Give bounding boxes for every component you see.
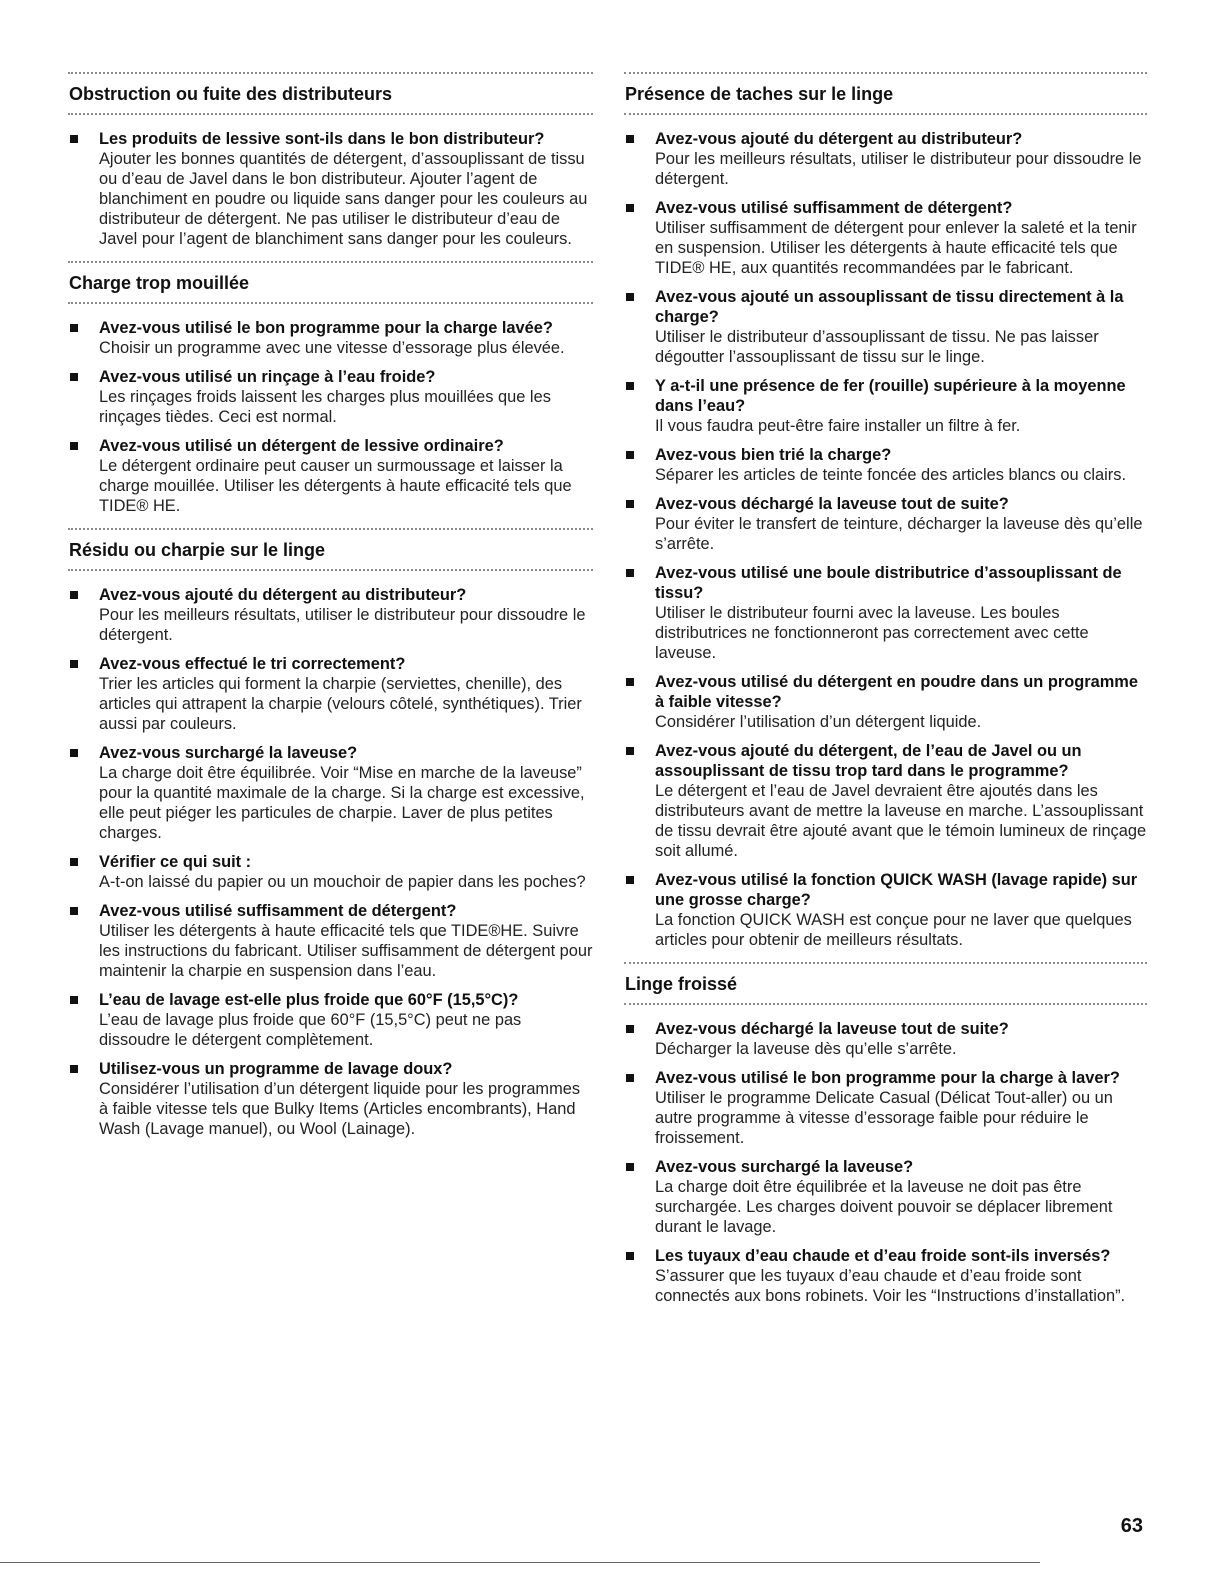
square-bullet-icon <box>626 1025 634 1033</box>
faq-item <box>624 870 1147 950</box>
faq-answer: S’assurer que les tuyaux d’eau chaude et d’eau froide sont connectés aux bons robinets. Voir les “Instructions d’installation”. <box>655 1267 1126 1305</box>
faq-question: Avez-vous ajouté du détergent, de l’eau de Javel ou un assouplissant de tissu trop tard dans le programme? <box>655 742 1082 780</box>
faq-question: Avez-vous déchargé la laveuse tout de suite? <box>655 1020 1009 1038</box>
faq-item <box>624 741 1147 861</box>
faq-item <box>624 376 1147 436</box>
faq-answer: Pour les meilleurs résultats, utiliser le distributeur pour dissoudre le détergent. <box>655 150 1142 188</box>
square-bullet-icon <box>70 135 78 143</box>
faq-item <box>624 1068 1147 1148</box>
section <box>68 261 593 516</box>
faq-question: Vérifier ce qui suit : <box>99 853 252 871</box>
faq-answer: Décharger la laveuse dès qu’elle s’arrête. <box>655 1040 957 1058</box>
square-bullet-icon <box>626 135 634 143</box>
faq-item <box>68 318 593 358</box>
faq-answer: Pour les meilleurs résultats, utiliser le distributeur pour dissoudre le détergent. <box>99 606 586 644</box>
section-title: Résidu ou charpie sur le linge <box>69 540 326 560</box>
faq-answer: Choisir un programme avec une vitesse d’essorage plus élevée. <box>99 339 565 357</box>
faq-item <box>624 1157 1147 1237</box>
square-bullet-icon <box>626 569 634 577</box>
section <box>68 72 593 249</box>
faq-answer: Ajouter les bonnes quantités de détergent, d’assouplissant de tissu ou d’eau de Javel dans le bon distributeur. Ajouter l’agent de blanchiment en poudre ou liquide sans danger pour les couleurs au distributeur de détergent. Ne pas utiliser le distributeur d’eau de Javel pour l’agent de blanchiment sans danger pour les couleurs. <box>99 150 588 248</box>
faq-item <box>68 990 593 1050</box>
faq-question: Avez-vous utilisé un rinçage à l’eau froide? <box>99 368 436 386</box>
section-header <box>624 72 1147 115</box>
faq-question: Avez-vous utilisé suffisamment de détergent? <box>99 902 457 920</box>
faq-answer: Il vous faudra peut-être faire installer un filtre à fer. <box>655 417 1021 435</box>
section <box>624 962 1147 1306</box>
faq-answer: Utiliser le distributeur fourni avec la laveuse. Les boules distributrices ne fonctionneront pas correctement avec cette laveuse. <box>655 604 1089 662</box>
faq-answer: Utiliser le distributeur d’assouplissant de tissu. Ne pas laisser dégoutter l’assouplissant de tissu sur le linge. <box>655 328 1099 366</box>
right-column <box>624 72 1147 1318</box>
section-title: Obstruction ou fuite des distributeurs <box>69 84 393 104</box>
section-header <box>68 261 593 304</box>
section-title: Présence de taches sur le linge <box>625 84 894 104</box>
faq-answer: La charge doit être équilibrée et la laveuse ne doit pas être surchargée. Les charges doivent pouvoir se déplacer librement durant le lavage. <box>655 1178 1113 1236</box>
square-bullet-icon <box>70 324 78 332</box>
faq-answer: Trier les articles qui forment la charpie (serviettes, chenille), des articles qui attrapent la charpie (velours côtelé, synthétiques). Trier aussi par couleurs. <box>99 675 582 733</box>
bottom-rule <box>0 1562 1040 1563</box>
faq-answer: Utiliser suffisamment de détergent pour enlever la saleté et la tenir en suspension. Utiliser les détergents à haute efficacité tels que TIDE® HE, aux quantités recommandées par le fabricant. <box>655 219 1137 277</box>
square-bullet-icon <box>626 876 634 884</box>
faq-question: Utilisez-vous un programme de lavage doux? <box>99 1060 453 1078</box>
faq-item <box>68 901 593 981</box>
faq-answer: Utiliser le programme Delicate Casual (Délicat Tout-aller) ou un autre programme à vitesse d’essorage faible pour réduire le froissement. <box>655 1089 1113 1147</box>
faq-question: Avez-vous déchargé la laveuse tout de suite? <box>655 495 1009 513</box>
square-bullet-icon <box>626 1252 634 1260</box>
faq-item <box>624 1246 1147 1306</box>
section-header <box>68 528 593 571</box>
section-header <box>624 962 1147 1005</box>
faq-item <box>624 563 1147 663</box>
faq-item <box>624 129 1147 189</box>
faq-item <box>68 367 593 427</box>
faq-answer: Le détergent et l’eau de Javel devraient être ajoutés dans les distributeurs avant de mettre la laveuse en marche. L’assouplissant de tissu devrait être ajouté avant que le témoin lumineux de rinçage soit allumé. <box>655 782 1147 860</box>
square-bullet-icon <box>70 907 78 915</box>
square-bullet-icon <box>626 500 634 508</box>
square-bullet-icon <box>626 1074 634 1082</box>
faq-item <box>624 198 1147 278</box>
square-bullet-icon <box>70 996 78 1004</box>
faq-question: Avez-vous surchargé la laveuse? <box>99 744 358 762</box>
faq-answer: L’eau de lavage plus froide que 60°F (15,5°C) peut ne pas dissoudre le détergent complètement. <box>99 1011 522 1049</box>
square-bullet-icon <box>70 660 78 668</box>
square-bullet-icon <box>70 858 78 866</box>
faq-answer: La fonction QUICK WASH est conçue pour ne laver que quelques articles pour obtenir de meilleurs résultats. <box>655 911 1132 949</box>
faq-question: Avez-vous utilisé du détergent en poudre dans un programme à faible vitesse? <box>655 673 1138 711</box>
faq-item <box>68 1059 593 1139</box>
square-bullet-icon <box>626 382 634 390</box>
faq-item <box>68 585 593 645</box>
faq-question: Avez-vous utilisé suffisamment de détergent? <box>655 199 1013 217</box>
square-bullet-icon <box>626 204 634 212</box>
faq-question: Avez-vous ajouté du détergent au distributeur? <box>99 586 467 604</box>
faq-question: Avez-vous ajouté du détergent au distributeur? <box>655 130 1023 148</box>
faq-answer: La charge doit être équilibrée. Voir “Mise en marche de la laveuse” pour la quantité maximale de la charge. Si la charge est excessive, elle peut piéger les particules de charpie. Laver de plus petites charges. <box>99 764 585 842</box>
section-header <box>68 72 593 115</box>
faq-question: Avez-vous utilisé le bon programme pour la charge lavée? <box>99 319 553 337</box>
square-bullet-icon <box>70 749 78 757</box>
faq-item <box>624 445 1147 485</box>
faq-answer: Utiliser les détergents à haute efficacité tels que TIDE®HE. Suivre les instructions du fabricant. Utiliser suffisamment de détergent pour maintenir la charpie en suspension dans l’eau. <box>99 922 593 980</box>
faq-item <box>624 287 1147 367</box>
square-bullet-icon <box>70 373 78 381</box>
section-title: Linge froissé <box>625 974 738 994</box>
section-title: Charge trop mouillée <box>69 273 250 293</box>
faq-answer: Pour éviter le transfert de teinture, décharger la laveuse dès qu’elle s’arrête. <box>655 515 1143 553</box>
square-bullet-icon <box>70 442 78 450</box>
faq-question: Avez-vous utilisé une boule distributrice d’assouplissant de tissu? <box>655 564 1122 602</box>
faq-question: Les produits de lessive sont-ils dans le bon distributeur? <box>99 130 545 148</box>
square-bullet-icon <box>626 293 634 301</box>
faq-item <box>624 672 1147 732</box>
faq-item <box>68 129 593 249</box>
left-column <box>68 72 593 1151</box>
square-bullet-icon <box>626 678 634 686</box>
faq-question: Avez-vous utilisé le bon programme pour la charge à laver? <box>655 1069 1120 1087</box>
faq-item <box>68 852 593 892</box>
faq-item <box>624 1019 1147 1059</box>
faq-question: Avez-vous surchargé la laveuse? <box>655 1158 914 1176</box>
faq-question: Avez-vous effectué le tri correctement? <box>99 655 406 673</box>
section <box>624 72 1147 950</box>
faq-item <box>68 743 593 843</box>
faq-answer: Considérer l’utilisation d’un détergent liquide pour les programmes à faible vitesse tels que Bulky Items (Articles encombrants), Hand Wash (Lavage manuel), ou Wool (Lainage). <box>99 1080 581 1138</box>
faq-question: Y a-t-il une présence de fer (rouille) supérieure à la moyenne dans l’eau? <box>655 377 1126 415</box>
page-number: 63 <box>1120 1515 1143 1537</box>
faq-answer: Séparer les articles de teinte foncée des articles blancs ou clairs. <box>655 466 1127 484</box>
square-bullet-icon <box>70 1065 78 1073</box>
faq-item <box>68 654 593 734</box>
faq-answer: Les rinçages froids laissent les charges plus mouillées que les rinçages tièdes. Ceci est normal. <box>99 388 551 426</box>
faq-question: Avez-vous utilisé un détergent de lessive ordinaire? <box>99 437 504 455</box>
faq-question: Les tuyaux d’eau chaude et d’eau froide sont-ils inversés? <box>655 1247 1111 1265</box>
faq-question: Avez-vous ajouté un assouplissant de tissu directement à la charge? <box>655 288 1124 326</box>
faq-question: Avez-vous utilisé la fonction QUICK WASH (lavage rapide) sur une grosse charge? <box>655 871 1138 909</box>
faq-question: L’eau de lavage est-elle plus froide que 60°F (15,5°C)? <box>99 991 519 1009</box>
section <box>68 528 593 1139</box>
faq-answer: A-t-on laissé du papier ou un mouchoir de papier dans les poches? <box>99 873 586 891</box>
faq-answer: Considérer l’utilisation d’un détergent liquide. <box>655 713 982 731</box>
faq-answer: Le détergent ordinaire peut causer un surmoussage et laisser la charge mouillée. Utiliser les détergents à haute efficacité tels que TIDE® HE. <box>99 457 572 515</box>
faq-item <box>68 436 593 516</box>
square-bullet-icon <box>626 1163 634 1171</box>
faq-item <box>624 494 1147 554</box>
square-bullet-icon <box>626 747 634 755</box>
square-bullet-icon <box>626 451 634 459</box>
faq-question: Avez-vous bien trié la charge? <box>655 446 892 464</box>
square-bullet-icon <box>70 591 78 599</box>
